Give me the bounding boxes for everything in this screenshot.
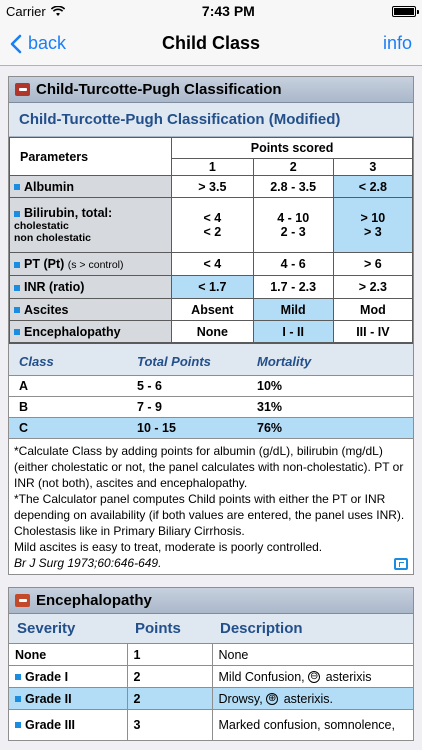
cell-line: < 4	[203, 211, 222, 225]
note-text: *Calculate Class by adding points for albumin (g/dL), bilirubin (mg/dL) (either cholestatic or not, the panel calculates with non-cholestatic). PT or INR (not both), ascites and encephalopathy.	[14, 444, 404, 490]
notes	[9, 438, 413, 574]
ctp-panel	[8, 76, 414, 575]
bullet-icon	[14, 329, 20, 335]
cell-score-3-selected[interactable]: < 2.8	[333, 176, 412, 198]
bullet-icon	[14, 285, 20, 291]
cell-score-1[interactable]: > 3.5	[172, 176, 253, 198]
info-button[interactable]: info	[382, 33, 412, 53]
page-title: Child Class	[161, 33, 261, 53]
encephalopathy-panel	[8, 587, 414, 741]
encephalopathy-panel-title: Encephalopathy	[36, 592, 152, 609]
class-cell: B	[9, 397, 127, 418]
ctp-table	[9, 137, 413, 343]
bullet-icon	[15, 696, 21, 702]
row-ascites	[10, 299, 413, 321]
class-cell: C	[9, 418, 127, 439]
param-label: Bilirubin, total:	[24, 206, 113, 220]
expand-icon[interactable]	[394, 558, 408, 570]
param-label: Ascites	[24, 302, 69, 317]
cell-score-1[interactable]	[172, 198, 253, 253]
note-text: Mild ascites is easy to treat, moderate is poorly controlled.	[14, 540, 323, 554]
points-cell: 10 - 15	[127, 418, 247, 439]
points-col-1: 1	[172, 159, 253, 176]
back-label: back	[28, 33, 67, 53]
cell-score-2-selected[interactable]: Mild	[253, 299, 333, 321]
description-cell	[212, 666, 413, 688]
ctp-panel-title: Child-Turcotte-Pugh Classification	[36, 81, 282, 98]
cell-line: < 2	[203, 225, 222, 239]
encephalopathy-table	[9, 614, 413, 740]
severity-cell: Grade II	[25, 691, 72, 706]
cell-score-1[interactable]: None	[172, 321, 253, 343]
ctp-panel-header[interactable]	[9, 77, 413, 103]
reference-text: Br J Surg 1973;60:646-649.	[14, 556, 162, 570]
wifi-icon	[51, 6, 65, 17]
cell-line: 2 - 3	[280, 225, 306, 239]
plus-circle-icon: ⊕	[268, 693, 277, 705]
panel-collapse-icon	[15, 83, 30, 96]
points-cell: 2	[127, 688, 212, 710]
status-left	[6, 4, 65, 19]
points-col-3: 3	[333, 159, 412, 176]
points-col-2: 2	[253, 159, 333, 176]
row-inr	[10, 276, 413, 299]
description-col-header: Description	[212, 614, 413, 644]
row-bilirubin	[10, 198, 413, 253]
table-row-selected	[9, 688, 413, 710]
param-sublabel: cholestatic	[14, 220, 69, 232]
content	[0, 66, 422, 741]
table-row	[9, 397, 413, 418]
cell-score-3[interactable]: III - IV	[333, 321, 412, 343]
minus-circle-icon: ⊖	[309, 671, 319, 683]
bullet-icon	[14, 262, 20, 268]
row-pt	[10, 253, 413, 276]
cell-line: 4 - 10	[277, 211, 310, 225]
table-row	[9, 376, 413, 397]
row-albumin	[10, 176, 413, 198]
table-row-selected	[9, 418, 413, 439]
points-cell: 7 - 9	[127, 397, 247, 418]
parameters-header: Parameters	[10, 138, 172, 176]
description-cell	[212, 688, 413, 710]
table-row	[9, 710, 413, 740]
cell-score-2[interactable]: 4 - 6	[253, 253, 333, 276]
cell-score-3[interactable]: > 6	[333, 253, 412, 276]
description-text: Mild Confusion,	[218, 669, 305, 684]
cell-score-2[interactable]: 2.8 - 3.5	[253, 176, 333, 198]
param-label: Encephalopathy	[24, 324, 121, 339]
cell-score-3[interactable]: > 2.3	[333, 276, 412, 299]
cell-score-3[interactable]: Mod	[333, 299, 412, 321]
param-sublabel: non cholestatic	[14, 232, 92, 244]
cell-score-1[interactable]: < 4	[172, 253, 253, 276]
class-table	[9, 348, 413, 438]
carrier-label: Carrier	[6, 3, 46, 19]
severity-cell: Grade I	[25, 669, 69, 684]
param-label: INR (ratio)	[24, 280, 85, 294]
cell-score-1-selected[interactable]: < 1.7	[172, 276, 253, 299]
cell-score-2[interactable]: 1.7 - 2.3	[253, 276, 333, 299]
cell-score-2[interactable]	[253, 198, 333, 253]
status-bar	[0, 0, 422, 22]
bullet-icon	[14, 184, 20, 190]
class-cell: A	[9, 376, 127, 397]
bullet-icon	[14, 307, 20, 313]
description-cell: Marked confusion, somnolence,	[212, 710, 413, 740]
cell-line: > 3	[364, 225, 382, 239]
back-button[interactable]	[10, 33, 66, 54]
cell-score-1[interactable]: Absent	[172, 299, 253, 321]
severity-col-header: Severity	[9, 614, 127, 644]
status-time: 7:43 PM	[201, 3, 255, 19]
cell-score-2-selected[interactable]: I - II	[253, 321, 333, 343]
cell-score-3-selected[interactable]	[333, 198, 412, 253]
bullet-icon	[15, 722, 21, 728]
description-text: asterixis.	[283, 691, 334, 706]
points-cell: 1	[127, 644, 212, 666]
points-col-header: Points	[127, 614, 212, 644]
description-cell: None	[212, 644, 413, 666]
mortality-col-header: Mortality	[247, 348, 413, 376]
mortality-cell: 31%	[247, 397, 413, 418]
description-text: Drowsy,	[218, 691, 263, 706]
mortality-cell: 76%	[247, 418, 413, 439]
description-text: asterixis	[325, 669, 372, 684]
class-col-header: Class	[9, 348, 127, 376]
points-cell: 5 - 6	[127, 376, 247, 397]
ctp-subtitle: Child-Turcotte-Pugh Classification (Modified)	[9, 103, 413, 137]
note-text: *The Calculator panel computes Child points with either the PT or INR depending on availability (if both values are entered, the panel uses INR). Cholestasis like in Primary Biliary Cirrhosis.	[14, 492, 405, 538]
cell-line: > 10	[360, 211, 386, 225]
param-note: (s > control)	[67, 259, 124, 271]
bullet-icon	[15, 674, 21, 680]
chevron-left-icon	[10, 34, 22, 54]
navigation-bar	[0, 22, 422, 66]
points-scored-header: Points scored	[172, 138, 413, 159]
points-cell: 2	[127, 666, 212, 688]
param-label: PT (Pt)	[24, 257, 65, 271]
severity-cell: Grade III	[25, 717, 76, 732]
severity-cell: None	[9, 644, 127, 666]
total-points-col-header: Total Points	[127, 348, 247, 376]
bullet-icon	[14, 211, 20, 217]
table-row	[9, 666, 413, 688]
panel-collapse-icon	[15, 594, 30, 607]
param-label: Albumin	[24, 179, 74, 194]
encephalopathy-panel-header[interactable]	[9, 588, 413, 614]
row-encephalopathy	[10, 321, 413, 343]
mortality-cell: 10%	[247, 376, 413, 397]
battery-icon	[392, 6, 416, 17]
points-cell: 3	[127, 710, 212, 740]
table-row	[9, 644, 413, 666]
